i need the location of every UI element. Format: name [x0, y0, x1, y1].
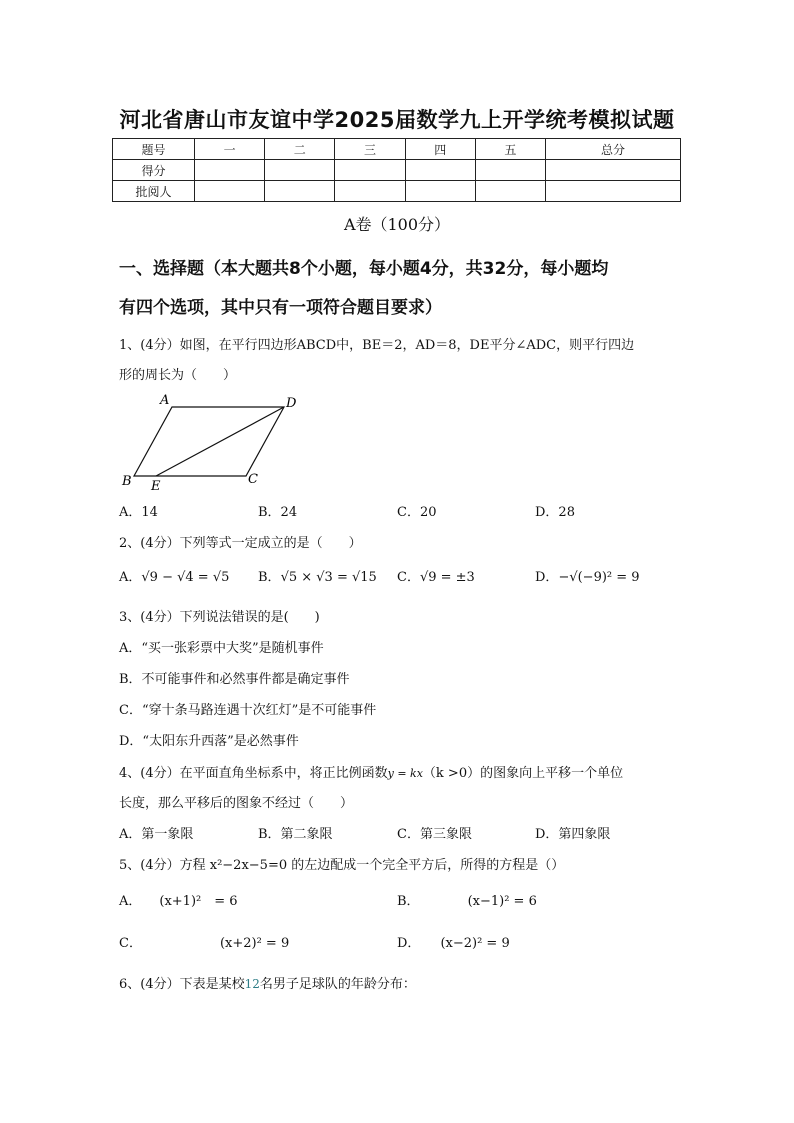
q5-stem: 5、(4分）方程 x²−2x−5=0 的左边配成一个完全平方后，所得的方程是（） — [119, 858, 565, 873]
q1-stem-line1: 1、(4分）如图，在平行四边形ABCD中，BE＝2，AD＝8，DE平分∠ADC，则平行四边 — [119, 338, 635, 353]
q5-option-a[interactable] — [119, 890, 238, 909]
q1-option-c[interactable]: C．20 — [397, 505, 437, 520]
score-cell[interactable] — [405, 160, 475, 181]
label-d: D — [286, 396, 297, 411]
score-header-cell: 五 — [475, 139, 545, 160]
part1-heading-line1: 一、选择题（本大题共8个小题，每小题4分，共32分，每小题均 — [119, 259, 609, 279]
score-header-cell: 三 — [335, 139, 405, 160]
score-cell[interactable] — [265, 160, 335, 181]
score-header-cell: 总分 — [546, 139, 681, 160]
q3-option-b[interactable]: B．不可能事件和必然事件都是确定事件 — [119, 672, 350, 687]
score-cell[interactable] — [195, 160, 265, 181]
q1-stem-line2: 形的周长为（ ） — [119, 368, 237, 383]
section-a-heading: A卷（100分） — [343, 215, 451, 234]
score-cell[interactable] — [546, 181, 681, 202]
option-expression: (x−2)² = 9 — [440, 936, 510, 951]
score-table — [112, 138, 681, 202]
q5-option-d[interactable] — [397, 932, 510, 951]
part1-heading-line2: 有四个选项，其中只有一项符合题目要求） — [119, 298, 442, 318]
option-expression: (x+2)² = 9 — [219, 936, 290, 951]
label-e: E — [151, 479, 161, 494]
q4-stem-line2: 长度，那么平移后的图象不经过（ ） — [119, 796, 354, 811]
q1-option-b[interactable]: B．24 — [258, 505, 298, 520]
q4-option-b[interactable]: B．第二象限 — [258, 827, 333, 842]
q3-option-a[interactable]: A．“买一张彩票中大奖”是随机事件 — [119, 641, 324, 656]
score-table-row — [113, 181, 681, 202]
parallelogram-abcd — [134, 407, 284, 476]
option-letter: D． — [535, 570, 559, 585]
score-table-row — [113, 160, 681, 181]
option-expression: √9 − √4 = √5 — [141, 570, 230, 585]
q4-option-a[interactable]: A．第一象限 — [119, 827, 194, 842]
option-letter: A． — [119, 894, 142, 909]
option-letter: C． — [397, 570, 420, 585]
option-letter: B． — [397, 894, 420, 909]
option-expression: √5 × √3 = √15 — [280, 570, 377, 585]
q4-option-c[interactable]: C．第三象限 — [397, 827, 472, 842]
score-header-cell: 题号 — [113, 139, 195, 160]
q5-option-c[interactable] — [119, 932, 289, 951]
label-b: B — [122, 474, 132, 489]
q2-option-b[interactable] — [258, 566, 377, 585]
score-cell[interactable] — [405, 181, 475, 202]
q2-stem: 2、(4分）下列等式一定成立的是（ ） — [119, 536, 362, 551]
q4-stem-pre: 4、(4分）在平面直角坐标系中，将正比例函数 — [119, 766, 388, 781]
score-row-label: 批阅人 — [113, 181, 195, 202]
option-expression: (x+1)² = 6 — [159, 894, 238, 909]
score-cell[interactable] — [546, 160, 681, 181]
page-title: 河北省唐山市友谊中学2025届数学九上开学统考模拟试题 — [119, 108, 675, 132]
q1-option-a[interactable]: A．14 — [119, 505, 158, 520]
score-header-cell: 一 — [195, 139, 265, 160]
q3-stem: 3、(4分）下列说法错误的是( ) — [119, 610, 320, 625]
label-a: A — [160, 393, 170, 408]
score-header-cell: 二 — [265, 139, 335, 160]
q4-stem-line1 — [119, 762, 623, 781]
score-cell[interactable] — [195, 181, 265, 202]
score-table-header-row — [113, 139, 681, 160]
q5-option-b[interactable] — [397, 890, 537, 909]
option-letter: B． — [258, 570, 281, 585]
q2-option-c[interactable] — [397, 566, 475, 585]
score-cell[interactable] — [335, 181, 405, 202]
q6-stem — [119, 973, 416, 992]
option-letter: A． — [119, 570, 142, 585]
q3-option-d[interactable]: D．“太阳东升西落”是必然事件 — [119, 734, 299, 749]
q3-option-c[interactable]: C．“穿十条马路连遇十次红灯”是不可能事件 — [119, 703, 377, 718]
q4-stem-post: （k >0）的图象向上平移一个单位 — [422, 766, 624, 781]
option-letter: C． — [119, 936, 142, 951]
q2-option-a[interactable] — [119, 566, 229, 585]
q4-function: y = kx — [387, 767, 423, 780]
score-cell[interactable] — [475, 160, 545, 181]
score-cell[interactable] — [335, 160, 405, 181]
score-cell[interactable] — [265, 181, 335, 202]
q4-option-d[interactable]: D．第四象限 — [535, 827, 611, 842]
q6-stem-post: 名男子足球队的年龄分布： — [259, 977, 416, 992]
score-cell[interactable] — [475, 181, 545, 202]
q2-option-d[interactable] — [535, 566, 640, 585]
option-expression: √9 = ±3 — [419, 570, 475, 585]
option-letter: D． — [397, 936, 421, 951]
q6-stem-pre: 6、(4分）下表是某校 — [119, 977, 245, 992]
q6-stem-number: 12 — [244, 977, 260, 991]
option-expression: −√(−9)² = 9 — [558, 570, 640, 585]
option-expression: (x−1)² = 6 — [467, 894, 537, 909]
parallelogram-figure — [118, 390, 318, 495]
score-header-cell: 四 — [405, 139, 475, 160]
q1-option-d[interactable]: D．28 — [535, 505, 575, 520]
score-row-label: 得分 — [113, 160, 195, 181]
label-c: C — [248, 472, 258, 487]
